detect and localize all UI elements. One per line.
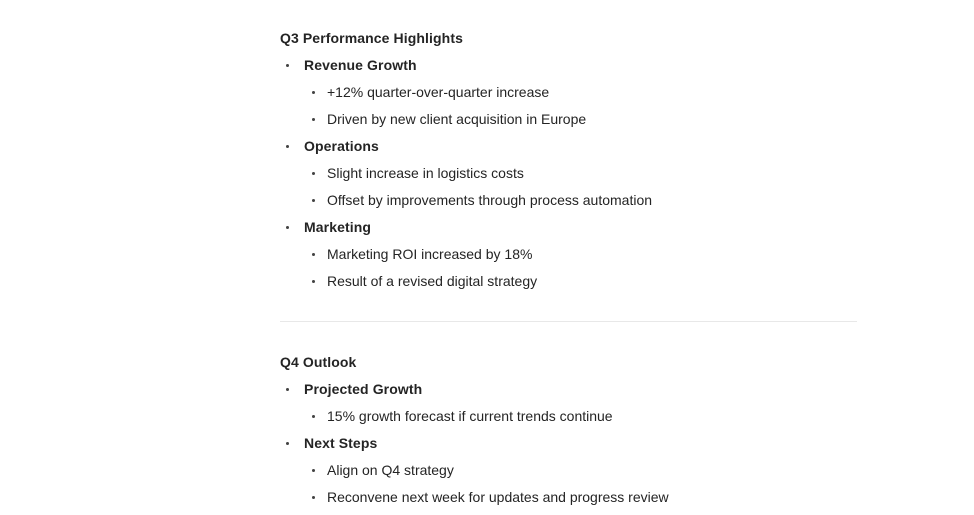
list-subitem-label: +12% quarter-over-quarter increase xyxy=(327,84,550,100)
bullet-icon xyxy=(312,415,315,418)
list-subitem xyxy=(280,160,857,187)
list-item-label: Next Steps xyxy=(304,435,378,451)
list-subitem xyxy=(280,79,857,106)
section-spacer xyxy=(280,322,857,349)
bullet-icon xyxy=(312,199,315,202)
bullet-icon xyxy=(312,469,315,472)
list-item xyxy=(280,214,857,241)
bullet-icon xyxy=(286,64,289,67)
list-subitem-label: Result of a revised digital strategy xyxy=(327,273,538,289)
list-subitem-label: Offset by improvements through process automation xyxy=(327,192,653,208)
bullet-icon xyxy=(312,91,315,94)
section-q3-performance xyxy=(280,25,857,295)
section-q4-outlook xyxy=(280,349,857,511)
list-subitem-label: Align on Q4 strategy xyxy=(327,462,454,478)
list-subitem-label: Reconvene next week for updates and progress review xyxy=(327,489,669,505)
bullet-icon xyxy=(286,442,289,445)
section-heading: Q3 Performance Highlights xyxy=(280,30,463,46)
list-item-label: Operations xyxy=(304,138,379,154)
list-subitem xyxy=(280,484,857,511)
list-subitem-label: Driven by new client acquisition in Europe xyxy=(327,111,587,127)
document-body xyxy=(280,25,857,511)
list-subitem xyxy=(280,241,857,268)
list-subitem xyxy=(280,268,857,295)
bullet-icon xyxy=(312,253,315,256)
bullet-icon xyxy=(312,118,315,121)
section-heading: Q4 Outlook xyxy=(280,354,357,370)
list-item xyxy=(280,133,857,160)
bullet-icon xyxy=(312,280,315,283)
list-item-label: Revenue Growth xyxy=(304,57,417,73)
list-subitem xyxy=(280,106,857,133)
list-subitem xyxy=(280,403,857,430)
list-subitem-label: Slight increase in logistics costs xyxy=(327,165,524,181)
bullet-icon xyxy=(312,496,315,499)
list-item-label: Projected Growth xyxy=(304,381,423,397)
list-item xyxy=(280,52,857,79)
bullet-icon xyxy=(286,226,289,229)
list-subitem-label: Marketing ROI increased by 18% xyxy=(327,246,533,262)
list-item xyxy=(280,430,857,457)
list-item-label: Marketing xyxy=(304,219,372,235)
bullet-icon xyxy=(286,145,289,148)
list-subitem xyxy=(280,187,857,214)
list-item xyxy=(280,376,857,403)
list-subitem-label: 15% growth forecast if current trends continue xyxy=(327,408,613,424)
bullet-icon xyxy=(286,388,289,391)
list-subitem xyxy=(280,457,857,484)
bullet-icon xyxy=(312,172,315,175)
